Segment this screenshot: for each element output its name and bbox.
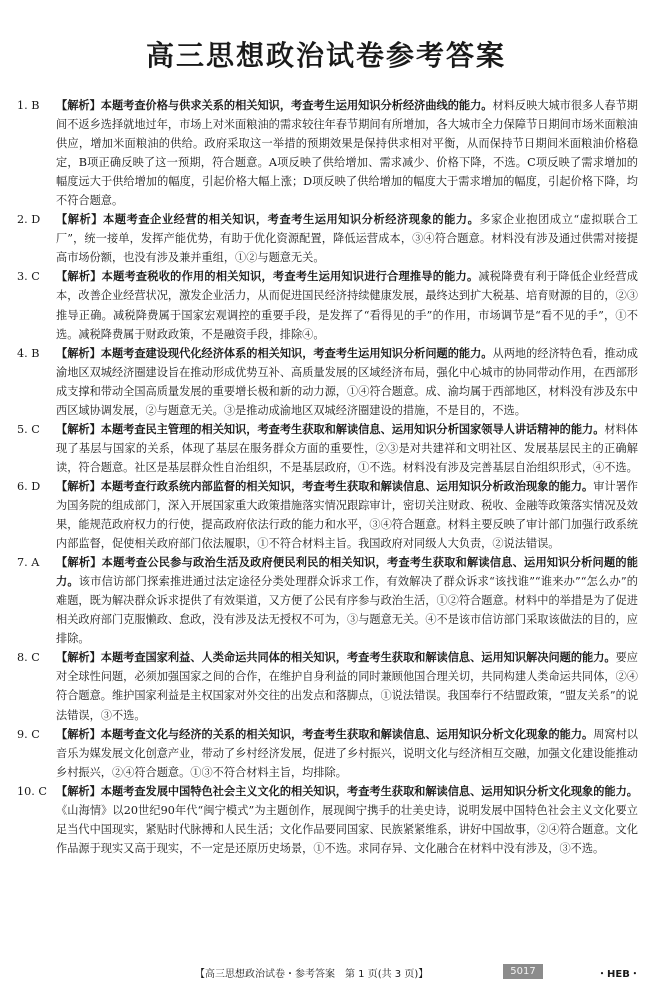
analysis-tag: 【解析】 bbox=[56, 478, 101, 493]
analysis-tag: 【解析】 bbox=[56, 212, 104, 227]
answer-text: 审计署作为国务院的组成部门，深入开展国家重大政策措施落实情况跟踪审计，密切关注财政、税收、金融等政策落实情况及效果，能规范政府权力的行使，提高政府依法行政的能力和水平，③④符合题意。材料主要反映了审计部门加强行政系统内部监督，促使相关政府部门依法履职，①不符合材料主旨。我国政府对同级人大负责，②说法错误。 bbox=[56, 479, 638, 551]
answer-item bbox=[17, 96, 638, 210]
page-footer bbox=[0, 964, 652, 980]
footer-edition-mark: ・HEB・ bbox=[597, 969, 640, 980]
answer-content bbox=[56, 210, 638, 267]
answer-item bbox=[17, 782, 638, 858]
answer-summary: 本题考查国家利益、人类命运共同体的相关知识，考查考生获取和解读信息、运用知识解决问题的能力。 bbox=[100, 650, 616, 665]
answer-summary: 本题考查发展中国特色社会主义文化的相关知识，考查考生获取和解读信息、运用知识分析文化现象的能力。 bbox=[100, 783, 638, 798]
answer-text: 要应对全球性问题，必须加强国家之间的合作，在维护自身利益的同时兼顾他国合理关切，共同构建人类命运共同体，②④符合题意。维护国家利益是主权国家对外交往的出发点和落脚点，①说法错误。我国奉行不结盟政策，“盟友关系”的说法错误，③不选。 bbox=[56, 651, 639, 722]
answer-text: 多家企业抱团成立“虚拟联合工厂”，统一接单，发挥产能优势，有助于优化资源配置，降低运营成本，③④符合题意。材料没有涉及通过供需对接提高市场份额，也没有涉及兼并重组，①②与题意无关。 bbox=[56, 213, 638, 265]
analysis-tag: 【解析】 bbox=[56, 650, 101, 665]
answer-content bbox=[56, 96, 638, 210]
answer-item bbox=[17, 210, 638, 267]
answer-content bbox=[56, 344, 638, 420]
answer-content bbox=[56, 477, 638, 553]
answer-item bbox=[17, 420, 638, 477]
answer-summary: 本题考查行政系统内部监督的相关知识，考查考生获取和解读信息、运用知识分析政治现象的能力。 bbox=[100, 478, 594, 493]
answer-summary: 本题考查建设现代化经济体系的相关知识，考查考生运用知识分析问题的能力。 bbox=[100, 345, 493, 360]
question-number: 9. C bbox=[17, 727, 40, 741]
answer-item bbox=[17, 553, 638, 648]
answer-summary: 本题考查文化与经济的关系的相关知识，考查考生获取和解读信息、运用知识分析文化现象的能力。 bbox=[100, 726, 594, 741]
page-title: 高三思想政治试卷参考答案 bbox=[145, 39, 506, 72]
question-number: 1. B bbox=[17, 99, 40, 112]
answer-text: 减税降费有利于降低企业经营成本，改善企业经营状况，激发企业活力，从而促进国民经济持续健康发展，最终达到扩大税基、培育财源的目的，②③推导正确。减税降费属于国家宏观调控的重要手段，是发挥了“看得见的手”的作用，市场调节是“看不见的手”，①不选。减税降费属于财政政策，不是融资手段，排除④。 bbox=[56, 270, 638, 341]
answer-item bbox=[17, 725, 638, 782]
analysis-tag: 【解析】 bbox=[56, 269, 102, 284]
answer-item bbox=[17, 344, 638, 420]
footer-page-info: 【高三思想政治试卷・参考答案 第 1 页(共 3 页)】 bbox=[195, 969, 429, 980]
answer-content bbox=[56, 725, 638, 782]
question-number: 6. D bbox=[17, 479, 41, 493]
question-number: 7. A bbox=[17, 556, 40, 570]
answer-content bbox=[56, 648, 638, 724]
analysis-tag: 【解析】 bbox=[56, 345, 101, 360]
answer-text: 《山海情》以20世纪90年代“闽宁模式”为主题创作，展现闽宁携手的壮美史诗，说明发展中国特色社会主义文化要立足当代中国现实，紧贴时代脉搏和人民生活；文化作品要同国家、民族紧紧维系，讲好中国故事，②④符合题意。文化作品源于现实又高于现实，不一定是还原历史场景，①不选。求同存异、文化融合在材料中没有涉及，③不选。 bbox=[56, 803, 638, 855]
answer-text: 周窝村以音乐为媒发展文化创意产业，带动了乡村经济发展，促进了乡村振兴，说明文化与经济相互交融，加强文化建设能推动乡村振兴，②④符合题意。①③不符合材料主旨，均排除。 bbox=[56, 727, 638, 779]
answer-text: 材料体现了基层与国家的关系，体现了基层在服务群众方面的重要性，②③是对共建祥和文明社区、发展基层民主的正确解读，符合题意。社区是基层群众性自治组织，不是基层政府，①不选。材料没有涉及完善基层自治组织形式，④不选。 bbox=[56, 422, 638, 474]
answer-summary: 本题考查公民参与政治生活及政府便民利民的相关知识，考查考生获取和解读信息、运用知识分析问题的能力。 bbox=[56, 555, 638, 589]
question-number: 2. D bbox=[17, 213, 41, 227]
answer-text: 从两地的经济特色看，推动成渝地区双城经济圈建设旨在推动形成优势互补、高质量发展的区域经济布局，强化中心城市的协同带动作用，在西部形成支撑和带动全国高质量发展的重要增长极和新的动力源，①④符合题意。成、渝均属于西部地区，材料没有涉及东中西区域协调发展，②与题意无关。③是推动成渝地区双城经济圈建设的措施，不是目的，不选。 bbox=[56, 346, 638, 417]
answer-content bbox=[56, 267, 638, 343]
question-number: 4. B bbox=[17, 346, 40, 360]
answer-summary: 本题考查企业经营的相关知识，考查考生运用知识分析经济现象的能力。 bbox=[103, 212, 480, 227]
analysis-tag: 【解析】 bbox=[56, 421, 101, 436]
answer-content bbox=[56, 420, 638, 477]
answer-list bbox=[17, 96, 638, 858]
answer-item bbox=[17, 477, 638, 553]
analysis-tag: 【解析】 bbox=[56, 783, 101, 798]
answer-text: 该市信访部门探索推进通过法定途径分类处理群众诉求工作，有效解决了群众诉求“该找谁”“谁来办”“怎么办”的难题，既为解决群众诉求提供了有效渠道，又方便了公民有序参与政治生活，①②符合题意。材料中的举措是为了促进相关政府部门克服懒政、怠政，没有涉及法无授权不可为，③与题意无关。④不是该市信访部门采取该做法的目的，应排除。 bbox=[56, 575, 638, 646]
analysis-tag: 【解析】 bbox=[56, 98, 101, 112]
answer-summary: 本题考查民主管理的相关知识，考查考生获取和解读信息、运用知识分析国家领导人讲话精神的能力。 bbox=[100, 421, 605, 436]
answer-summary: 本题考查税收的作用的相关知识，考查考生运用知识进行合理推导的能力。 bbox=[101, 269, 479, 284]
answer-summary: 本题考查价格与供求关系的相关知识，考查考生运用知识分析经济曲线的能力。 bbox=[100, 98, 493, 112]
question-number: 3. C bbox=[17, 270, 40, 284]
question-number: 5. C bbox=[17, 422, 40, 436]
answer-content bbox=[56, 553, 638, 648]
analysis-tag: 【解析】 bbox=[56, 726, 101, 741]
question-number: 10. C bbox=[17, 784, 47, 798]
question-number: 8. C bbox=[17, 651, 40, 665]
answer-content bbox=[56, 782, 638, 858]
answer-item bbox=[17, 648, 638, 724]
answer-item bbox=[17, 267, 638, 343]
answer-text: 材料反映大城市很多人春节期间不返乡选择就地过年，市场上对米面粮油的需求较往年春节期间有所增加，各大城市全力保障节日期间市场米面粮油供应，增加米面粮油的供给。政府采取这一举措的预期效果是保持供求相对平衡，从而保持节日期间米面粮油价格稳定，B项正确反映了这一预期，符合题意。A项反映了供给增加、需求减少、价格下降，不选。C项反映了需求增加的幅度远大于供给增加的幅度，引起价格大幅上涨；D项反映了供给增加的幅度大于需求增加的幅度，引起价格下降，均不符合题意。 bbox=[56, 99, 638, 208]
analysis-tag: 【解析】 bbox=[56, 555, 102, 570]
footer-code-badge: 5017 bbox=[503, 964, 543, 979]
